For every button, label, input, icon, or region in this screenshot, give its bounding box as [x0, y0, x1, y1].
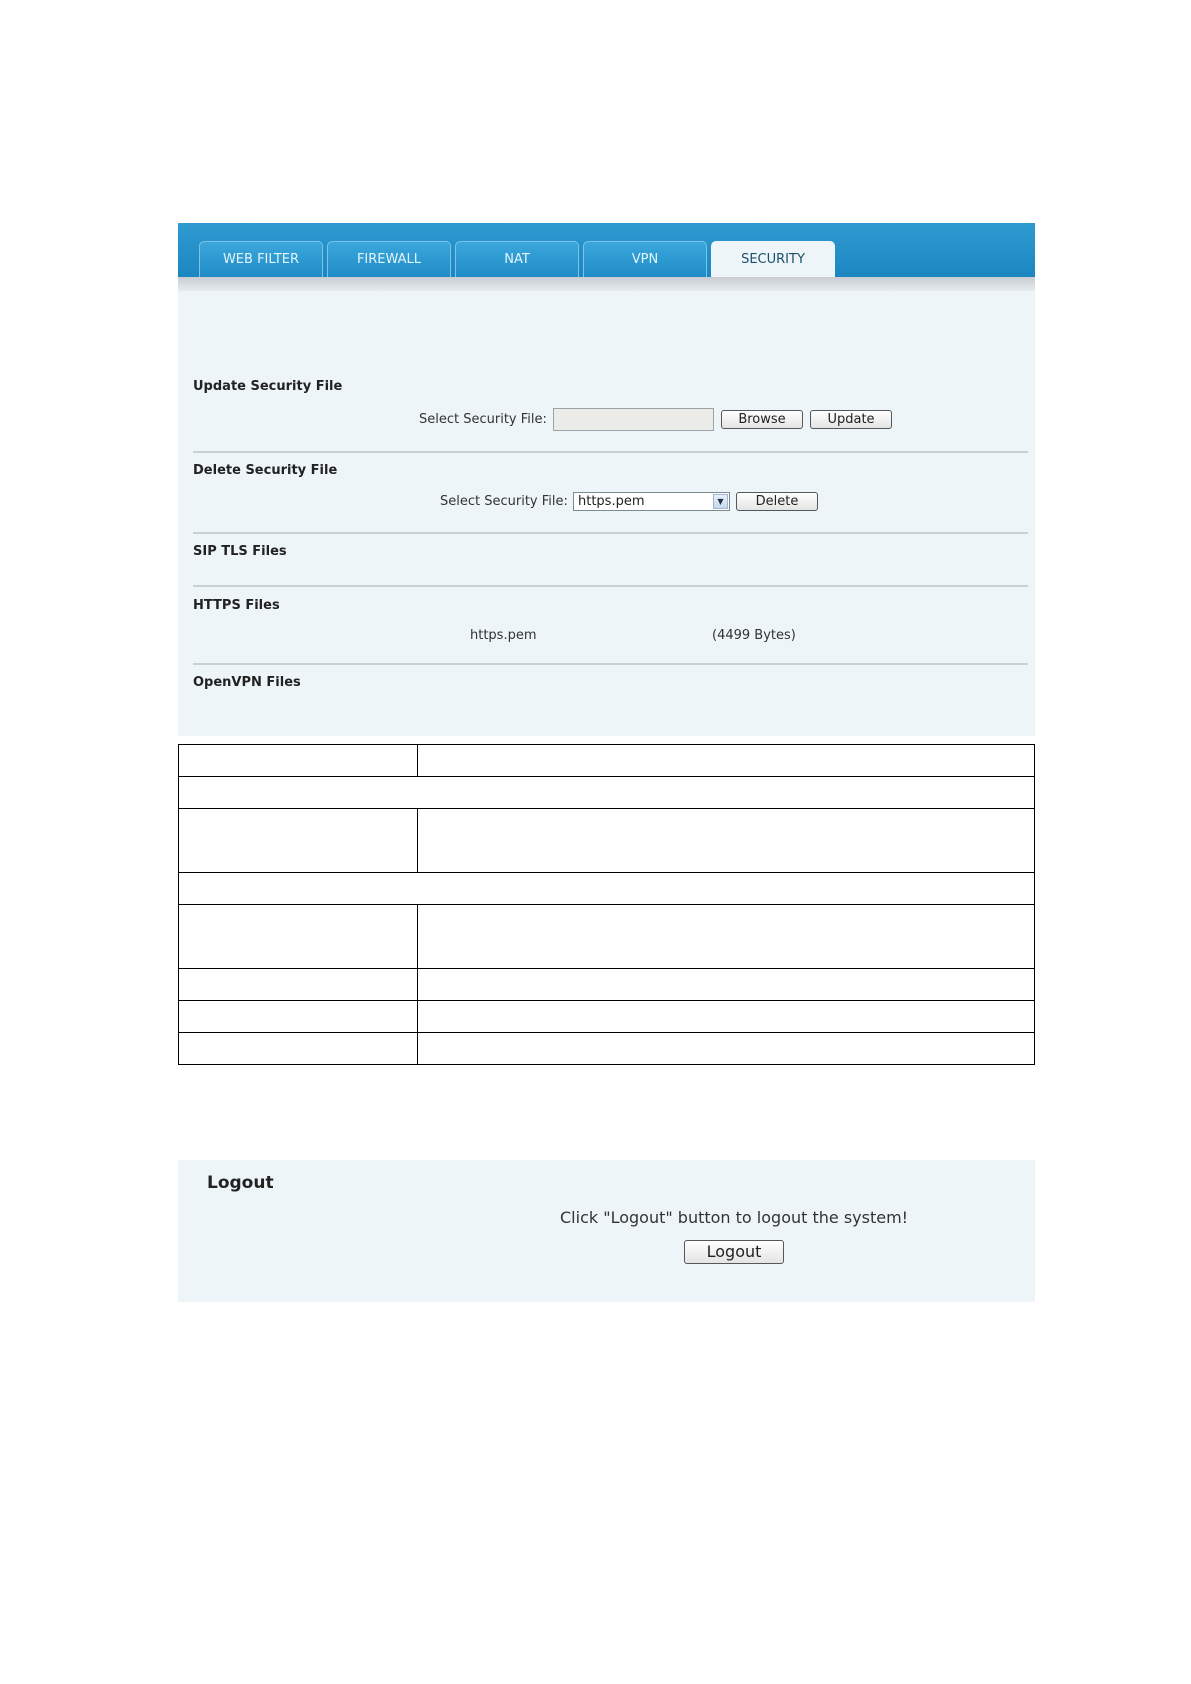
delete-button[interactable]: Delete	[736, 492, 818, 511]
table-cell	[179, 777, 1035, 809]
separator	[193, 585, 1028, 587]
table-cell	[179, 809, 418, 873]
tab-bar-shadow	[178, 277, 1035, 291]
description-table	[178, 744, 1035, 1065]
security-file-select[interactable]	[573, 492, 730, 511]
table-row	[179, 777, 1035, 809]
logout-panel	[178, 1160, 1035, 1302]
security-panel	[178, 223, 1035, 736]
table-cell	[418, 809, 1035, 873]
sip-tls-section-title: SIP TLS Files	[193, 544, 287, 559]
update-section-title: Update Security File	[193, 379, 343, 394]
https-file-size: (4499 Bytes)	[712, 628, 796, 643]
table-cell	[179, 1033, 418, 1065]
separator	[193, 663, 1028, 665]
browse-button[interactable]: Browse	[721, 410, 803, 429]
security-file-select-value: https.pem	[578, 494, 645, 509]
delete-section-title: Delete Security File	[193, 463, 338, 478]
https-file-name: https.pem	[470, 628, 537, 643]
update-button[interactable]: Update	[810, 410, 892, 429]
tab-vpn[interactable]: VPN	[583, 241, 707, 277]
logout-button[interactable]: Logout	[684, 1240, 784, 1264]
tab-web-filter[interactable]: WEB FILTER	[199, 241, 323, 277]
table-row	[179, 873, 1035, 905]
table-row	[179, 745, 1035, 777]
openvpn-section-title: OpenVPN Files	[193, 675, 301, 690]
tab-bar	[178, 223, 1035, 277]
security-file-input[interactable]	[553, 408, 714, 431]
table-cell	[179, 745, 418, 777]
table-row	[179, 809, 1035, 873]
table-cell	[418, 1001, 1035, 1033]
table-row	[179, 905, 1035, 969]
table-cell	[179, 969, 418, 1001]
tab-nat[interactable]: NAT	[455, 241, 579, 277]
logout-message: Click "Logout" button to logout the system!	[560, 1208, 909, 1227]
table-cell	[179, 905, 418, 969]
tab-security[interactable]: SECURITY	[711, 241, 835, 278]
separator	[193, 532, 1028, 534]
tab-firewall[interactable]: FIREWALL	[327, 241, 451, 277]
table-row	[179, 1033, 1035, 1065]
delete-select-label: Select Security File:	[440, 494, 568, 509]
table-row	[179, 969, 1035, 1001]
table-cell	[179, 873, 1035, 905]
table-cell	[179, 1001, 418, 1033]
update-select-label: Select Security File:	[419, 412, 547, 427]
table-cell	[418, 745, 1035, 777]
logout-title: Logout	[207, 1173, 274, 1193]
table-cell	[418, 905, 1035, 969]
https-section-title: HTTPS Files	[193, 598, 280, 613]
table-row	[179, 1001, 1035, 1033]
chevron-down-icon[interactable]: ▼	[713, 494, 728, 509]
separator	[193, 451, 1028, 453]
table-cell	[418, 969, 1035, 1001]
table-cell	[418, 1033, 1035, 1065]
